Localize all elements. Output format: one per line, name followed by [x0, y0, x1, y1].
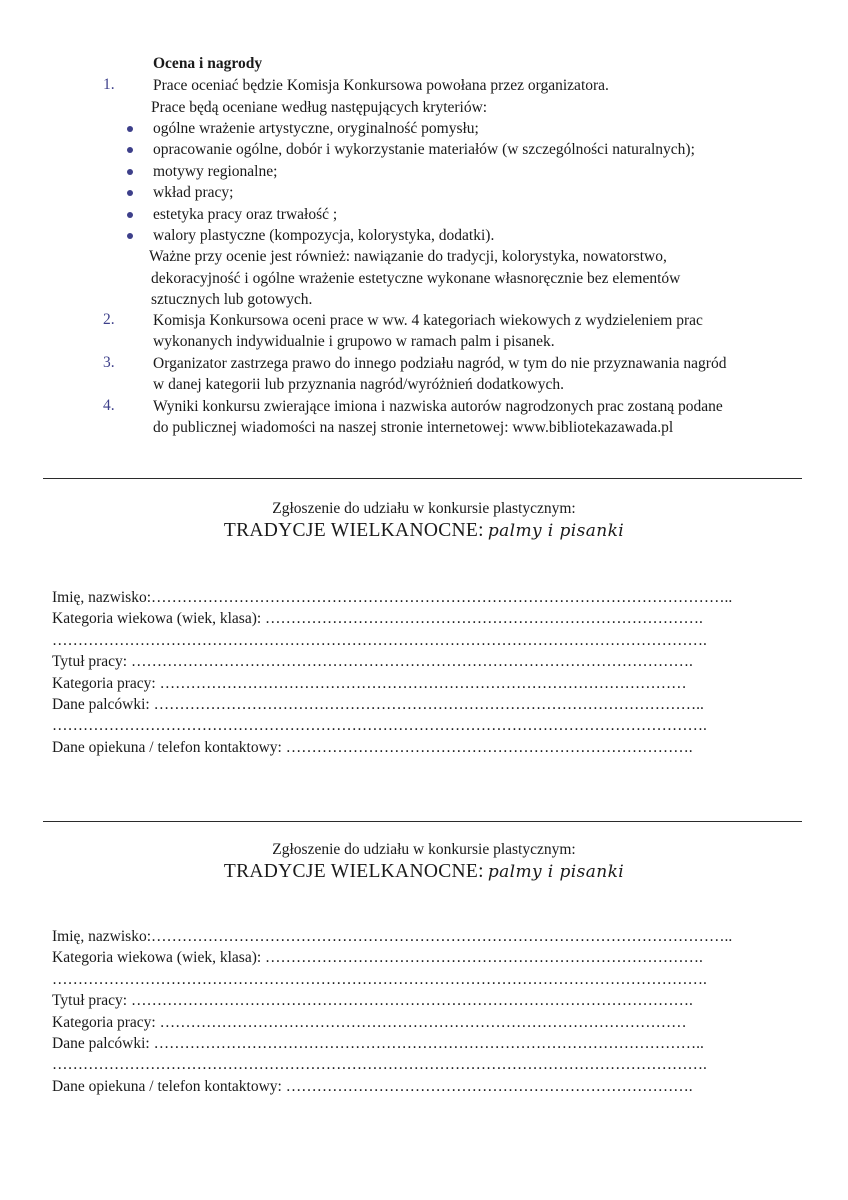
age-category-field-continued[interactable]: ………………………………………………………………………………………………………………. — [52, 632, 707, 649]
form-title — [0, 861, 848, 883]
work-category-field[interactable]: Kategoria pracy: ………………………………………………………………………………………… — [52, 675, 687, 692]
section-heading: Ocena i nagrody — [153, 55, 263, 72]
work-title-field[interactable]: Tytuł pracy: ………………………………………………………………………………………………. — [52, 653, 693, 670]
institution-field[interactable]: Dane palcówki: …………………………………………………………………………………………….. — [52, 1035, 704, 1052]
list-item: estetyka pracy oraz trwałość ; — [153, 206, 338, 223]
list-item: ogólne wrażenie artystyczne, oryginalność pomysłu; — [153, 120, 479, 137]
age-category-field[interactable]: Kategoria wiekowa (wiek, klasa): …………………………………………………………………………. — [52, 610, 703, 627]
work-title-field[interactable]: Tytuł pracy: ………………………………………………………………………………………………. — [52, 992, 693, 1009]
bullet-icon — [127, 212, 133, 218]
form-subtitle: Zgłoszenie do udziału w konkursie plastycznym: — [272, 500, 576, 517]
note-text: Ważne przy ocenie jest również: nawiązanie do tradycji, kolorystyka, nowatorstwo, — [149, 248, 667, 265]
form-title-main: TRADYCJE WIELKANOCNE: — [223, 861, 484, 882]
work-category-field[interactable]: Kategoria pracy: ………………………………………………………………………………………… — [52, 1014, 687, 1031]
item-number: 2. — [103, 311, 115, 328]
form-subtitle: Zgłoszenie do udziału w konkursie plastycznym: — [272, 841, 576, 858]
list-item: motywy regionalne; — [153, 163, 278, 180]
form-title-script: palmy i pisanki — [487, 862, 625, 882]
note-text: dekoracyjność i ogólne wrażenie estetyczne wykonane własnoręcznie bez elementów — [151, 270, 681, 287]
age-category-field-continued[interactable]: ………………………………………………………………………………………………………………. — [52, 971, 707, 988]
bullet-icon — [127, 126, 133, 132]
item-text: Komisja Konkursowa oceni prace w ww. 4 kategoriach wiekowych z wydzieleniem prac — [153, 312, 703, 329]
form-title-main: TRADYCJE WIELKANOCNE: — [223, 520, 484, 541]
institution-field-continued[interactable]: ………………………………………………………………………………………………………………. — [52, 1056, 707, 1073]
form-title-script: palmy i pisanki — [487, 521, 625, 541]
item-text: w danej kategorii lub przyznania nagród/wyróżnień dodatkowych. — [153, 376, 565, 393]
name-field[interactable]: Imię, nazwisko:………………………………………………………………………………………………….. — [52, 928, 733, 945]
age-category-field[interactable]: Kategoria wiekowa (wiek, klasa): …………………………………………………………………………. — [52, 949, 703, 966]
form-title — [0, 520, 848, 542]
divider — [43, 478, 802, 479]
item-text: Prace oceniać będzie Komisja Konkursowa powołana przez organizatora. — [153, 77, 609, 94]
list-item: wkład pracy; — [153, 184, 234, 201]
item-number: 1. — [103, 76, 115, 93]
note-text: sztucznych lub gotowych. — [151, 291, 313, 308]
institution-field-continued[interactable]: ………………………………………………………………………………………………………………. — [52, 717, 707, 734]
item-number: 4. — [103, 397, 115, 414]
item-text: do publicznej wiadomości na naszej stronie internetowej: www.bibliotekazawada.pl — [153, 419, 674, 436]
bullet-icon — [127, 233, 133, 239]
item-text: Wyniki konkursu zwierające imiona i nazwiska autorów nagrodzonych prac zostaną podane — [153, 398, 723, 415]
item-number: 3. — [103, 354, 115, 371]
guardian-phone-field[interactable]: Dane opiekuna / telefon kontaktowy: ……………………………………………………………………. — [52, 739, 693, 756]
divider — [43, 821, 802, 822]
name-field[interactable]: Imię, nazwisko:………………………………………………………………………………………………….. — [52, 589, 733, 606]
institution-field[interactable]: Dane palcówki: …………………………………………………………………………………………….. — [52, 696, 704, 713]
bullet-icon — [127, 147, 133, 153]
list-item: opracowanie ogólne, dobór i wykorzystanie materiałów (w szczególności naturalnych); — [153, 141, 695, 158]
list-item: walory plastyczne (kompozycja, kolorystyka, dodatki). — [153, 227, 495, 244]
bullet-icon — [127, 190, 133, 196]
item-text: wykonanych indywidualnie i grupowo w ramach palm i pisanek. — [153, 333, 555, 350]
guardian-phone-field[interactable]: Dane opiekuna / telefon kontaktowy: ……………………………………………………………………. — [52, 1078, 693, 1095]
bullet-icon — [127, 169, 133, 175]
item-text: Prace będą oceniane według następujących kryteriów: — [151, 99, 488, 116]
item-text: Organizator zastrzega prawo do innego podziału nagród, w tym do nie przyznawania nagród — [153, 355, 727, 372]
